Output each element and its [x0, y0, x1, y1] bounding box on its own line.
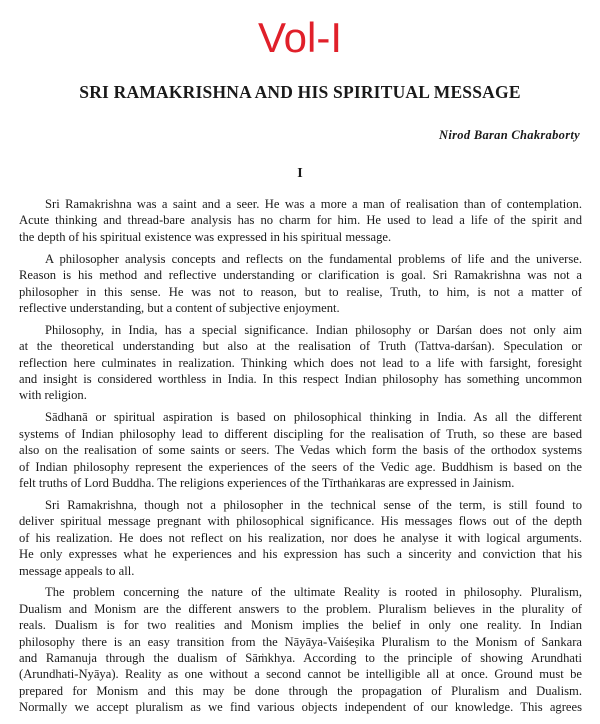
author-name: Nirod Baran Chakraborty — [439, 128, 580, 142]
paragraph — [19, 196, 582, 245]
text-line: Acute thinking and thread-bare analysis has no charm for him. He used to lead a life of the spirit and — [19, 213, 582, 228]
section-number: I — [297, 166, 303, 181]
text-line: philosophy there is an easy transition from the Nāyāya-Vaiśeṣika Pluralism to the Monism of Sankara — [19, 634, 582, 649]
text-line: A philosopher analysis concepts and reflects on the fundamental problems of life and the universe. — [45, 251, 582, 266]
text-line: reals. Dualism is for two realities and Monism implies the belief in only one reality. In Indian — [19, 618, 582, 633]
text-line: He only expresses what he experiences and his expression has such a sincerity and conviction that his — [19, 547, 582, 562]
paragraph — [19, 497, 582, 579]
text-line: prepared for Monism and this may be done through the propagation of Pluralism and Dualism. — [19, 683, 582, 698]
paragraph — [19, 251, 582, 317]
text-line: also on the realisation of some saints or seers. The Vedas which form the basis of the orthodox systems — [19, 443, 582, 458]
text-line: Normally we accept pluralism as we find various objects independent of our knowledge. This agrees — [19, 700, 582, 715]
text-line: message appeals to all. — [19, 563, 135, 578]
text-line: felt truths of Lord Buddha. The religions experiences of the Tīrthaṅkaras are expressed in Jainism. — [19, 476, 515, 490]
text-line: reflection here culminates in realization. Thinking which does not lead to a life with farsight, foresight — [19, 355, 582, 370]
text-line: of his realization. He does not reflect on his realization, nor does he analyse it with logical arguments. — [19, 530, 582, 545]
text-line: and Ramanuja through the dualism of Sāṁkhya. According to the principle of showing Arundhati — [19, 651, 582, 666]
paragraph — [19, 322, 582, 404]
text-line: The problem concerning the nature of the ultimate Reality is rooted in philosophy. Pluralism, — [45, 585, 582, 600]
volume-label: Vol-I — [257, 14, 343, 61]
article-title: SRI RAMAKRISHNA AND HIS SPIRITUAL MESSAGE — [79, 82, 521, 102]
article-body — [19, 196, 582, 721]
text-line: Sri Ramakrishna, though not a philosopher in the technical sense of the term, is still found to — [45, 497, 582, 512]
text-line: with religion. — [19, 388, 87, 403]
text-line: of Indian philosophy represent the experiences of the seers of the Vedic age. Buddhism is based on the — [19, 459, 582, 474]
text-line: the depth of his spiritual existence was expressed in his spiritual message. — [19, 229, 392, 244]
text-line: and insight is considered worthless in India. In this respect Indian philosophy has something uncommon — [19, 372, 582, 387]
text-line: Dualism and Monism are the different answers to the problem. Pluralism believes in the plurality of — [19, 601, 582, 616]
paragraph — [19, 409, 582, 491]
text-line: Philosophy, in India, has a special significance. Indian philosophy or Darśan does not only aim — [45, 322, 582, 337]
text-line: philosopher in this sense. He was not to reason, but to realise, Truth, to him, is not a matter of — [19, 284, 582, 299]
text-line: at the theoretical understanding but also at the realisation of Truth (Tattva-darśan). Speculation or — [19, 339, 582, 354]
text-line: systems of Indian philosophy lead to different discipling for the realisation of Truth, so these are based — [19, 426, 582, 441]
text-line: Reason is his method and reflective understanding or clarification is goal. Sri Ramakrishna was not a — [19, 268, 582, 283]
text-line: Sādhanā or spiritual aspiration is based on philosophical thinking in India. As all the different — [45, 410, 582, 425]
paragraph — [19, 584, 582, 715]
text-line: reflective understanding, but a content of subjective enjoyment. — [19, 300, 340, 315]
text-line: Sri Ramakrishna was a saint and a seer. He was a more a man of realisation than of contemplation. — [45, 197, 582, 211]
text-line: deliver spiritual message pregnant with philosophical significance. His messages flows out of the depth — [19, 514, 582, 529]
text-line: (Arundhati-Nyāya). Reality as one without a second cannot be intelligible all at once. Ground must be — [19, 667, 582, 682]
